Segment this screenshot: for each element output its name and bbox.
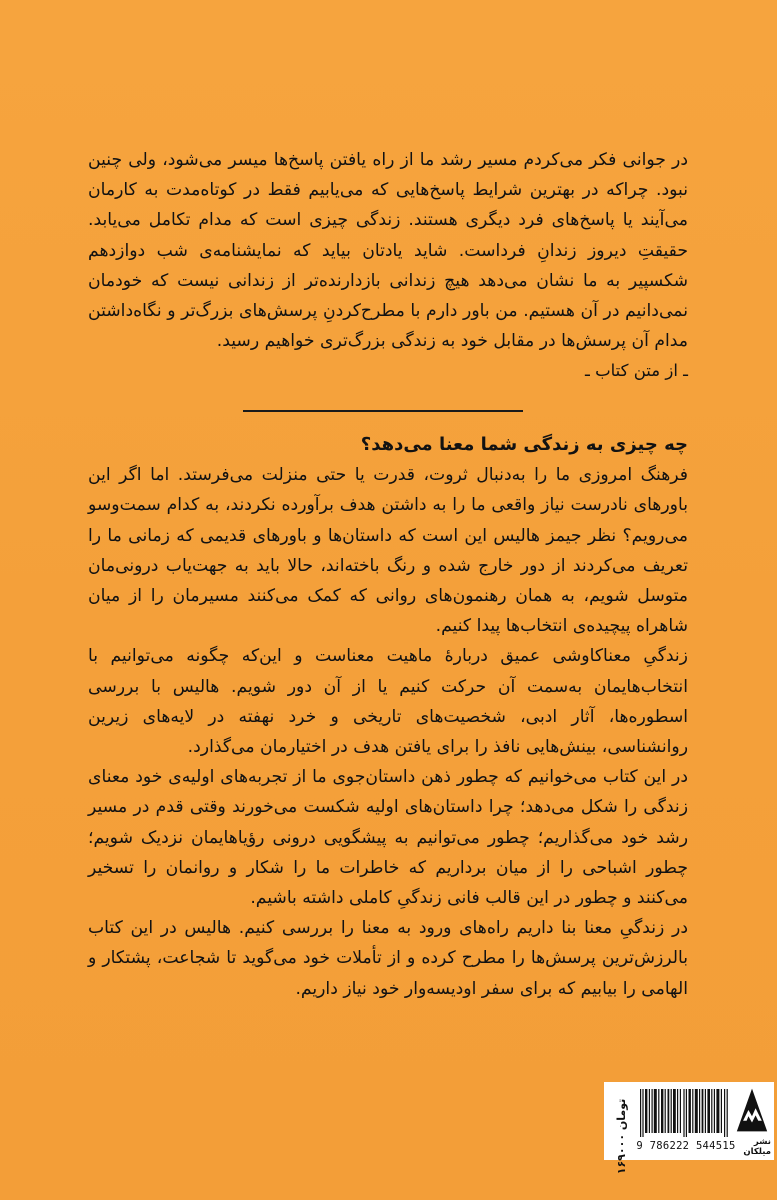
summary-paragraph: فرهنگ امروزی ما را به‌دنبال ثروت، قدرت یا حتی منزلت می‌فرستد. اما اگر این باورهای نادرست نیاز واقعی ما را به داشتن هدف برآورده نکردند، به کدام سمت‌وسو می‌رویم؟ نظر جیمز هالیس این است که داستان‌ها و باورهای قدیمی که زمانی ما را تعریف می‌کردند از دور خارج شده و رنگ باخته‌اند، حالا باید به جهت‌یاب درونی‌مان متوسل شویم، به همان رهنمون‌های روانی که کمک می‌کنند مسیرمان را از میان شاهراه پیچیده‌ی انتخاب‌ها پیدا کنیم.	[88, 465, 688, 637]
summary-paragraph: زندگیِ معناکاوشی عمیق دربارهٔ ماهیت معناست و این‌که چگونه می‌توانیم با انتخاب‌هایمان به‌سمت آن حرکت کنیم یا از آن دور شویم. هالیس با بررسی اسطوره‌ها، آثار ادبی، شخصیت‌های تاریخی و خرد نهفته در لایه‌های زیرین روانشناسی، بینش‌هایی نافذ را برای یافتن هدف در اختیارمان می‌گذارد.	[88, 646, 688, 758]
quote-line: می‌دهد هیچ زندانی بازدارنده‌تر از زندانی نیست که خودمان نمی‌دانیم در آن هستیم.	[88, 270, 688, 322]
summary-paragraph: در این کتاب می‌خوانیم که چطور ذهن داستان‌جوی ما از تجربه‌های اولیه‌ی خود معنای زندگی را شکل می‌دهد؛ چرا داستان‌های اولیه شکست می‌خورند وقتی قدم در مسیر رشد خود می‌گذاریم؛ چطور می‌توانیم به پیشگویی درونی رؤیاهایمان نزدیک شویم؛ چطور اشباحی را از میان برداریم که خاطرات ما را شکار و روانمان را تسخیر می‌کنند و چطور در این قالب فانی زندگیِ کاملی داشته باشیم.	[88, 767, 688, 909]
summary-heading: چه چیزی به زندگی شما معنا می‌دهد؟	[360, 434, 688, 455]
isbn-group: 786222	[649, 1140, 690, 1152]
price-label	[611, 1100, 633, 1172]
summary-paragraph: در زندگیِ معنا بنا داریم راه‌های ورود به معنا را بررسی کنیم. هالیس در این کتاب بالرزش‌ترین پرسش‌ها را مطرح کرده و از تأملات خود می‌گوید تا شجاعت، پشتکار و الهامی را بیابیم که برای سفر اودیسه‌وار خود نیاز داریم.	[88, 918, 688, 999]
publisher-logo	[733, 1085, 771, 1157]
quote-line: پاسخ‌های فرد دیگری هستند. زندگی چیزی است که مدام تکامل می‌یابد. حقیقتِ دیروز	[88, 210, 688, 261]
section-divider	[243, 410, 523, 412]
quote-line: در جوانی فکر می‌کردم مسیر رشد ما از راه یافتن پاسخ‌ها میسر می‌شود، ولی چنین نبود.	[88, 150, 688, 201]
quote-line: خود به زندگی بزرگ‌تری خواهیم رسید.	[216, 331, 488, 352]
barcode-graphic	[640, 1089, 730, 1137]
isbn-prefix: 9	[636, 1140, 643, 1152]
publisher-name: نشر میلکان	[743, 1137, 771, 1157]
book-summary	[88, 430, 688, 1004]
isbn-number	[636, 1140, 736, 1152]
mountain-logo-icon	[733, 1085, 771, 1135]
price-text: ۱۶۹۰۰۰ تومان	[615, 1098, 629, 1174]
quote-excerpt	[88, 145, 688, 387]
isbn-group: 544515	[695, 1140, 736, 1152]
quote-line: زندانِ فرداست. شاید یادتان بیاید که نمایشنامه‌ی شب دوازدهم شکسپیر به ما نشان	[88, 240, 689, 291]
quote-attribution: ـ از متن کتاب ـ	[585, 361, 688, 381]
quote-line: من باور دارم با مطرح‌کردنِ پرسش‌های بزرگ‌تر و نگاه‌داشتن مدام آن پرسش‌ها در مقابل	[88, 301, 688, 352]
quote-line: چراکه در بهترین شرایط پاسخ‌هایی که می‌یابیم فقط در کوتاه‌مدت به کارمان می‌آیند یا	[88, 180, 688, 231]
